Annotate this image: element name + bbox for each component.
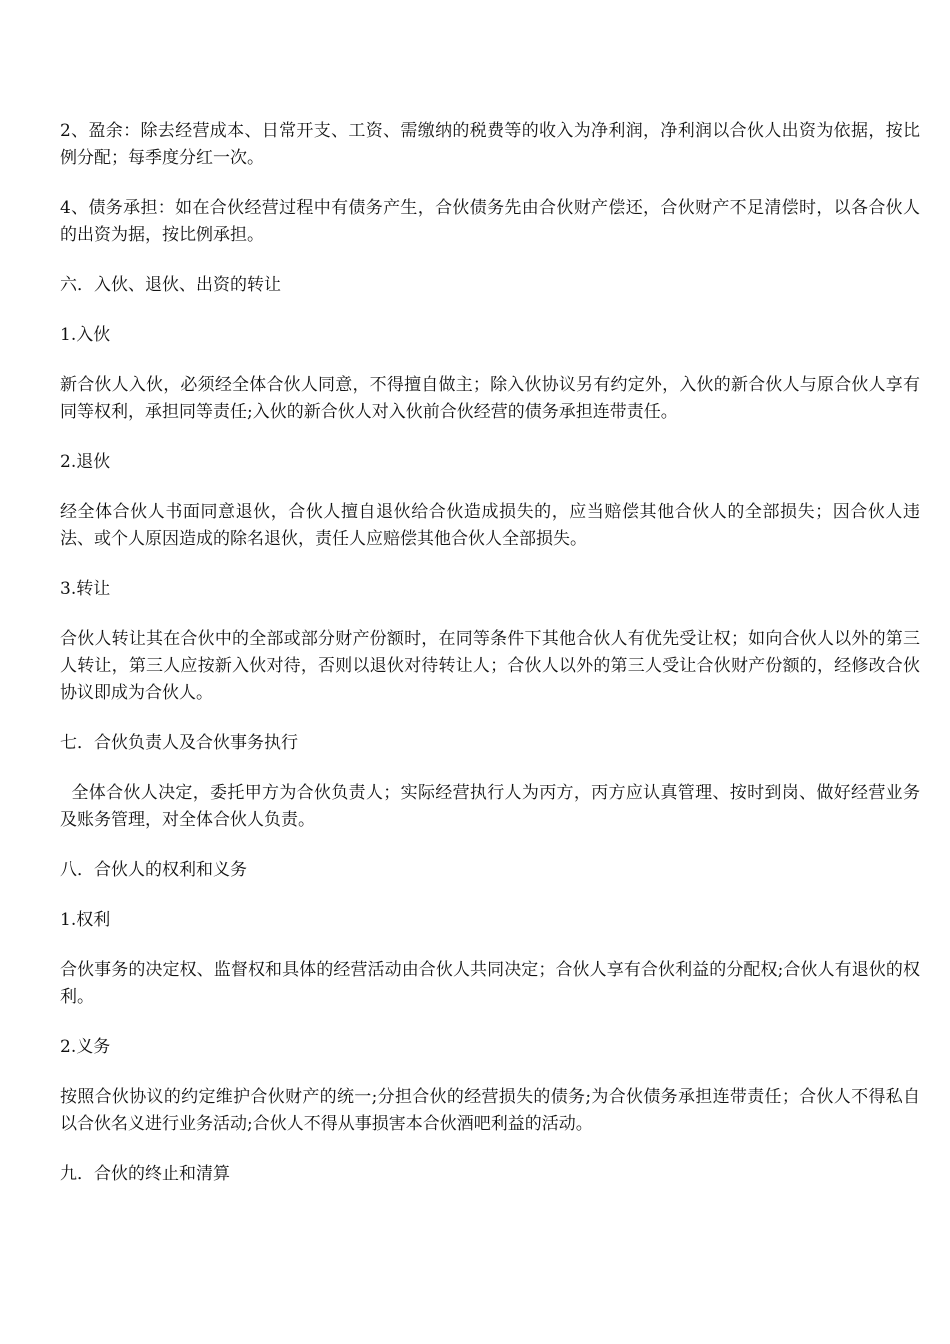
subheading-withdraw: 2.退伙 [60,452,111,472]
paragraph-responsible: 全体合伙人决定，委托甲方为合伙负责人；实际经营执行人为丙方，丙方应认真管理、按时到岗、做好经营业务及账务管理，对全体合伙人负责。 [60,783,921,830]
document-page [60,118,920,1188]
section-heading-6: 六．入伙、退伙、出资的转让 [60,275,281,295]
paragraph-surplus: 2、盈余：除去经营成本、日常开支、工资、需缴纳的税费等的收入为净利润，净利润以合伙人出资为依据，按比例分配；每季度分红一次。 [60,121,920,168]
subheading-join: 1.入伙 [60,325,111,345]
section-heading-9: 九．合伙的终止和清算 [60,1164,230,1184]
paragraph-join: 新合伙人入伙，必须经全体合伙人同意，不得擅自做主；除入伙协议另有约定外，入伙的新合伙人与原合伙人享有同等权利，承担同等责任;入伙的新合伙人对入伙前合伙经营的债务承担连带责任。 [60,375,920,422]
paragraph-transfer: 合伙人转让其在合伙中的全部或部分财产份额时，在同等条件下其他合伙人有优先受让权；如向合伙人以外的第三人转让，第三人应按新入伙对待，否则以退伙对待转让人；合伙人以外的第三人受让合伙财产份额的，经修改合伙协议即成为合伙人。 [60,629,920,703]
paragraph-withdraw: 经全体合伙人书面同意退伙，合伙人擅自退伙给合伙造成损失的，应当赔偿其他合伙人的全部损失；因合伙人违法、或个人原因造成的除名退伙，责任人应赔偿其他合伙人全部损失。 [60,502,920,549]
section-heading-7: 七．合伙负责人及合伙事务执行 [60,733,298,753]
paragraph-duties: 按照合伙协议的约定维护合伙财产的统一;分担合伙的经营损失的债务;为合伙债务承担连带责任；合伙人不得私自以合伙名义进行业务活动;合伙人不得从事损害本合伙酒吧利益的活动。 [60,1087,920,1134]
paragraph-rights: 合伙事务的决定权、监督权和具体的经营活动由合伙人共同决定；合伙人享有合伙利益的分配权;合伙人有退伙的权利。 [60,960,920,1007]
paragraph-debt: 4、债务承担：如在合伙经营过程中有债务产生，合伙债务先由合伙财产偿还，合伙财产不足清偿时，以各合伙人的出资为据，按比例承担。 [60,198,920,245]
subheading-transfer: 3.转让 [60,579,111,599]
subheading-rights: 1.权利 [60,910,111,930]
section-heading-8: 八．合伙人的权利和义务 [60,860,247,880]
subheading-duties: 2.义务 [60,1037,111,1057]
